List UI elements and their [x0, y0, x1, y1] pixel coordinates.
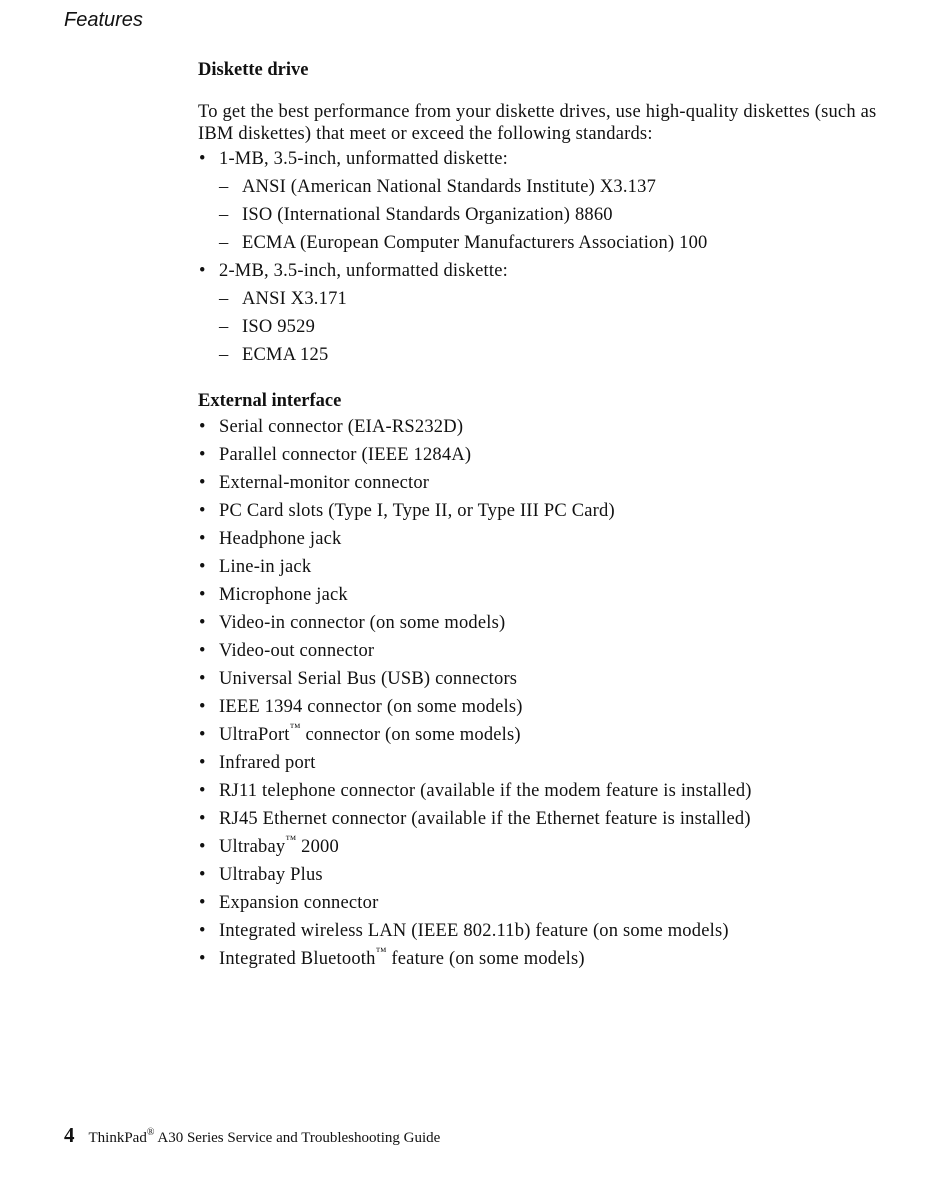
running-head: Features: [64, 9, 143, 31]
section-heading-diskette: Diskette drive: [198, 60, 309, 80]
list-item: • External-monitor connector: [198, 469, 898, 497]
list-item: – ISO 9529: [198, 313, 898, 341]
diskette-intro: To get the best performance from your diskette drives, use high-quality diskettes (such as IBM diskettes) that meet or exceed the following standards:: [198, 102, 877, 144]
list-item: • Headphone jack: [198, 525, 898, 553]
list-item: • IEEE 1394 connector (on some models): [198, 693, 898, 721]
list-item: • Ultrabay Plus: [198, 861, 898, 889]
list-item: • Ultrabay™ 2000: [198, 833, 898, 861]
list-item: • PC Card slots (Type I, Type II, or Type III PC Card): [198, 497, 898, 525]
list-item: • Universal Serial Bus (USB) connectors: [198, 665, 898, 693]
list-item: • 2-MB, 3.5-inch, unformatted diskette:: [198, 257, 898, 285]
footer-product: ThinkPad: [88, 1130, 147, 1146]
list-item: • UltraPort™ connector (on some models): [198, 721, 898, 749]
diskette-standards-list: [198, 145, 898, 369]
list-item: – ECMA 125: [198, 341, 898, 369]
page-content: [198, 58, 898, 973]
list-item: • RJ45 Ethernet connector (available if the Ethernet feature is installed): [198, 805, 898, 833]
list-item: • Parallel connector (IEEE 1284A): [198, 441, 898, 469]
list-item: • Infrared port: [198, 749, 898, 777]
registered-mark: ®: [146, 1127, 155, 1138]
list-item: • Line-in jack: [198, 553, 898, 581]
list-item: • Serial connector (EIA-RS232D): [198, 413, 898, 441]
list-item: – ANSI X3.171: [198, 285, 898, 313]
list-item: • Integrated wireless LAN (IEEE 802.11b) feature (on some models): [198, 917, 898, 945]
list-item: – ANSI (American National Standards Institute) X3.137: [198, 173, 898, 201]
list-item: • Expansion connector: [198, 889, 898, 917]
list-item: • Video-in connector (on some models): [198, 609, 898, 637]
trademark-mark: ™: [375, 946, 387, 958]
page-number: 4: [64, 1123, 75, 1147]
page-footer: [64, 1123, 440, 1148]
trademark-mark: ™: [285, 834, 297, 846]
external-interface-list: [198, 413, 898, 973]
list-item: • Microphone jack: [198, 581, 898, 609]
list-item: • RJ11 telephone connector (available if the modem feature is installed): [198, 777, 898, 805]
list-item: – ISO (International Standards Organization) 8860: [198, 201, 898, 229]
list-item: • Video-out connector: [198, 637, 898, 665]
list-item: • 1-MB, 3.5-inch, unformatted diskette:: [198, 145, 898, 173]
trademark-mark: ™: [289, 722, 301, 734]
footer-title: A30 Series Service and Troubleshooting Guide: [154, 1130, 441, 1146]
section-heading-external-interface: External interface: [198, 391, 342, 411]
list-item: • Integrated Bluetooth™ feature (on some models): [198, 945, 898, 973]
list-item: – ECMA (European Computer Manufacturers Association) 100: [198, 229, 898, 257]
